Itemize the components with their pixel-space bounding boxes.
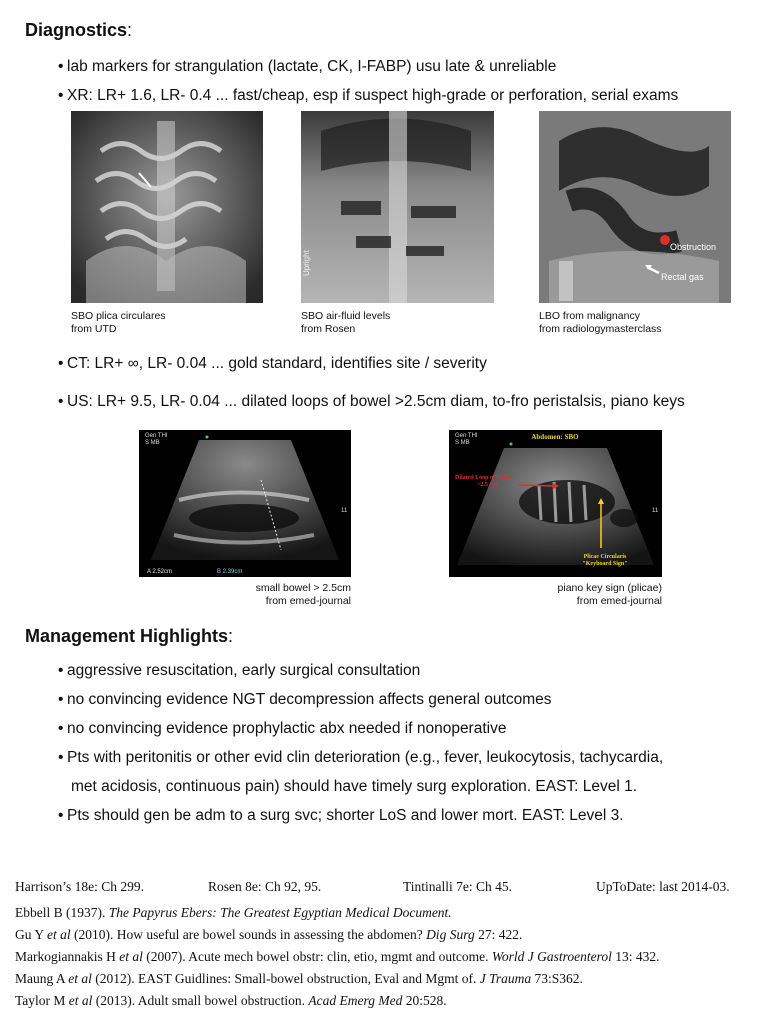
us-title: Abdomen: SBO bbox=[531, 433, 579, 441]
caption-line: small bowel > 2.5cm bbox=[255, 582, 351, 594]
management-bullet-4 bbox=[58, 749, 663, 767]
us-corner-text-2: S MB bbox=[455, 440, 470, 446]
bullet-dot: • bbox=[58, 87, 64, 104]
us-side-number: 11 bbox=[652, 508, 659, 514]
management-heading bbox=[25, 626, 233, 647]
bullet-dot: • bbox=[58, 393, 64, 410]
caption-line: SBO air-fluid levels bbox=[301, 310, 391, 322]
management-bullet-2 bbox=[58, 691, 552, 709]
rectal-gas-label: Rectal gas bbox=[661, 272, 704, 282]
ref-volume: 13: 432. bbox=[611, 949, 660, 964]
management-bullet-4-continued bbox=[71, 778, 637, 796]
caption-source: from UTD bbox=[71, 323, 117, 335]
ultrasound-image-small-bowel bbox=[139, 430, 351, 577]
xray-caption-1 bbox=[71, 310, 166, 336]
ref-author: Taylor M bbox=[15, 993, 69, 1008]
ref-tintinalli: Tintinalli 7e: Ch 45. bbox=[403, 879, 513, 894]
bullet-text: met acidosis, continuous pain) should have timely surg exploration. EAST: Level 1. bbox=[71, 778, 638, 795]
bullet-dot: • bbox=[58, 58, 64, 75]
ref-etal: et al bbox=[47, 927, 71, 942]
ref-journal: Acad Emerg Med bbox=[308, 993, 403, 1008]
bullet-dot: • bbox=[58, 662, 64, 679]
ref-ebbell bbox=[15, 905, 452, 921]
caption-source: from radiologymasterclass bbox=[539, 323, 662, 335]
ref-title: (2013). Adult small bowel obstruction. bbox=[92, 993, 309, 1008]
management-bullet-1 bbox=[58, 662, 420, 680]
diagnostics-heading-colon: : bbox=[127, 20, 133, 40]
us-caption-2 bbox=[462, 582, 662, 608]
bullet-text: no convincing evidence NGT decompression affects general outcomes bbox=[67, 691, 552, 708]
ref-title: The Papyrus Ebers: The Greatest Egyptian Medical Document. bbox=[108, 905, 452, 920]
keyboard-sign-label: "Keyboard Sign" bbox=[582, 561, 628, 567]
ref-etal: et al bbox=[68, 971, 92, 986]
bullet-dot: • bbox=[58, 355, 64, 372]
ref-volume: 73:S362. bbox=[531, 971, 583, 986]
ref-author: Ebbell B (1937). bbox=[15, 905, 109, 920]
measure-a-label: A 2.52cm bbox=[147, 569, 173, 575]
bullet-text: lab markers for strangulation (lactate, CK, I-FABP) usu late & unreliable bbox=[67, 58, 557, 75]
xray-image-lbo-malignancy bbox=[539, 111, 731, 303]
ref-title: (2012). EAST Guidlines: Small-bowel obstruction, Eval and Mgmt of. bbox=[91, 971, 480, 986]
bullet-text: CT: LR+ ∞, LR- 0.04 ... gold standard, identifies site / severity bbox=[67, 355, 487, 372]
diagnostics-bullet-us bbox=[58, 393, 685, 411]
us-side-number: 11 bbox=[341, 508, 348, 514]
ref-harrison: Harrison’s 18e: Ch 299. bbox=[15, 879, 144, 894]
ref-gu bbox=[15, 927, 522, 943]
bullet-text: no convincing evidence prophylactic abx needed if nonoperative bbox=[67, 720, 507, 737]
us-corner-text: Gen THI bbox=[145, 433, 168, 439]
bullet-text: aggressive resuscitation, early surgical consultation bbox=[67, 662, 421, 679]
ref-author: Maung A bbox=[15, 971, 69, 986]
ref-journal: World J Gastroenterol bbox=[491, 949, 612, 964]
ref-uptodate: UpToDate: last 2014-03. bbox=[596, 879, 730, 894]
ref-author: Gu Y bbox=[15, 927, 47, 942]
ref-etal: et al bbox=[68, 993, 93, 1008]
measure-b-label: B 2.39cm bbox=[217, 569, 243, 575]
ref-volume: 27: 422. bbox=[474, 927, 523, 942]
management-heading-text: Management Highlights bbox=[25, 626, 229, 646]
upright-label: Upright bbox=[302, 250, 311, 276]
management-bullet-3 bbox=[58, 720, 506, 738]
diagnostics-heading-text: Diagnostics bbox=[25, 20, 128, 40]
diagnostics-bullet-xr bbox=[58, 87, 678, 105]
obstruction-label: Obstruction bbox=[670, 242, 717, 252]
bullet-dot: • bbox=[58, 691, 64, 708]
diagnostics-bullet-labs bbox=[58, 58, 556, 76]
caption-source: from emed-journal bbox=[265, 595, 351, 607]
xray-caption-2 bbox=[301, 310, 390, 336]
bullet-dot: • bbox=[58, 720, 64, 737]
ref-journal: Dig Surg bbox=[426, 927, 475, 942]
xray-image-sbo-plica bbox=[71, 111, 263, 303]
ref-title: (2010). How useful are bowel sounds in assessing the abdomen? bbox=[70, 927, 427, 942]
ref-author: Markogiannakis H bbox=[15, 949, 120, 964]
dilated-loop-size-label: >2.5 cm bbox=[477, 482, 498, 488]
bullet-text: US: LR+ 9.5, LR- 0.04 ... dilated loops of bowel >2.5cm diam, to-fro peristalsis, piano keys bbox=[67, 393, 685, 410]
bullet-text: Pts should gen be adm to a surg svc; shorter LoS and lower mort. EAST: Level 3. bbox=[67, 807, 624, 824]
xray-caption-3 bbox=[539, 310, 662, 336]
ref-journal: J Trauma bbox=[479, 971, 532, 986]
bullet-text: Pts with peritonitis or other evid clin deterioration (e.g., fever, leukocytosis, tachycardia, bbox=[67, 749, 664, 766]
ref-etal: et al bbox=[119, 949, 143, 964]
ref-rosen: Rosen 8e: Ch 92, 95. bbox=[208, 879, 322, 894]
ref-title: (2007). Acute mech bowel obstr: clin, etio, mgmt and outcome. bbox=[142, 949, 492, 964]
ref-maung bbox=[15, 971, 583, 987]
caption-line: LBO from malignancy bbox=[539, 310, 640, 322]
dilated-loop-label: Dilated Loop of Bowel bbox=[455, 475, 513, 481]
caption-line: SBO plica circulares bbox=[71, 310, 166, 322]
ultrasound-image-piano-key bbox=[449, 430, 662, 577]
diagnostics-bullet-ct bbox=[58, 355, 487, 373]
ref-taylor bbox=[15, 993, 447, 1009]
management-heading-colon: : bbox=[228, 626, 234, 646]
plicae-label: Plicae Circularis bbox=[583, 554, 627, 560]
us-corner-text-2: S MB bbox=[145, 440, 160, 446]
bullet-dot: • bbox=[58, 749, 64, 766]
xray-image-sbo-air-fluid bbox=[301, 111, 494, 303]
caption-source: from Rosen bbox=[301, 323, 356, 335]
caption-line: piano key sign (plicae) bbox=[557, 582, 662, 594]
ref-volume: 20:528. bbox=[402, 993, 447, 1008]
diagnostics-heading bbox=[25, 20, 132, 41]
caption-source: from emed-journal bbox=[576, 595, 662, 607]
us-caption-1 bbox=[151, 582, 351, 608]
ref-markogiannakis bbox=[15, 949, 660, 965]
bullet-text: XR: LR+ 1.6, LR- 0.4 ... fast/cheap, esp if suspect high-grade or perforation, serial exams bbox=[67, 87, 679, 104]
management-bullet-5 bbox=[58, 807, 624, 825]
us-corner-text: Gen THI bbox=[455, 433, 478, 439]
bullet-dot: • bbox=[58, 807, 64, 824]
